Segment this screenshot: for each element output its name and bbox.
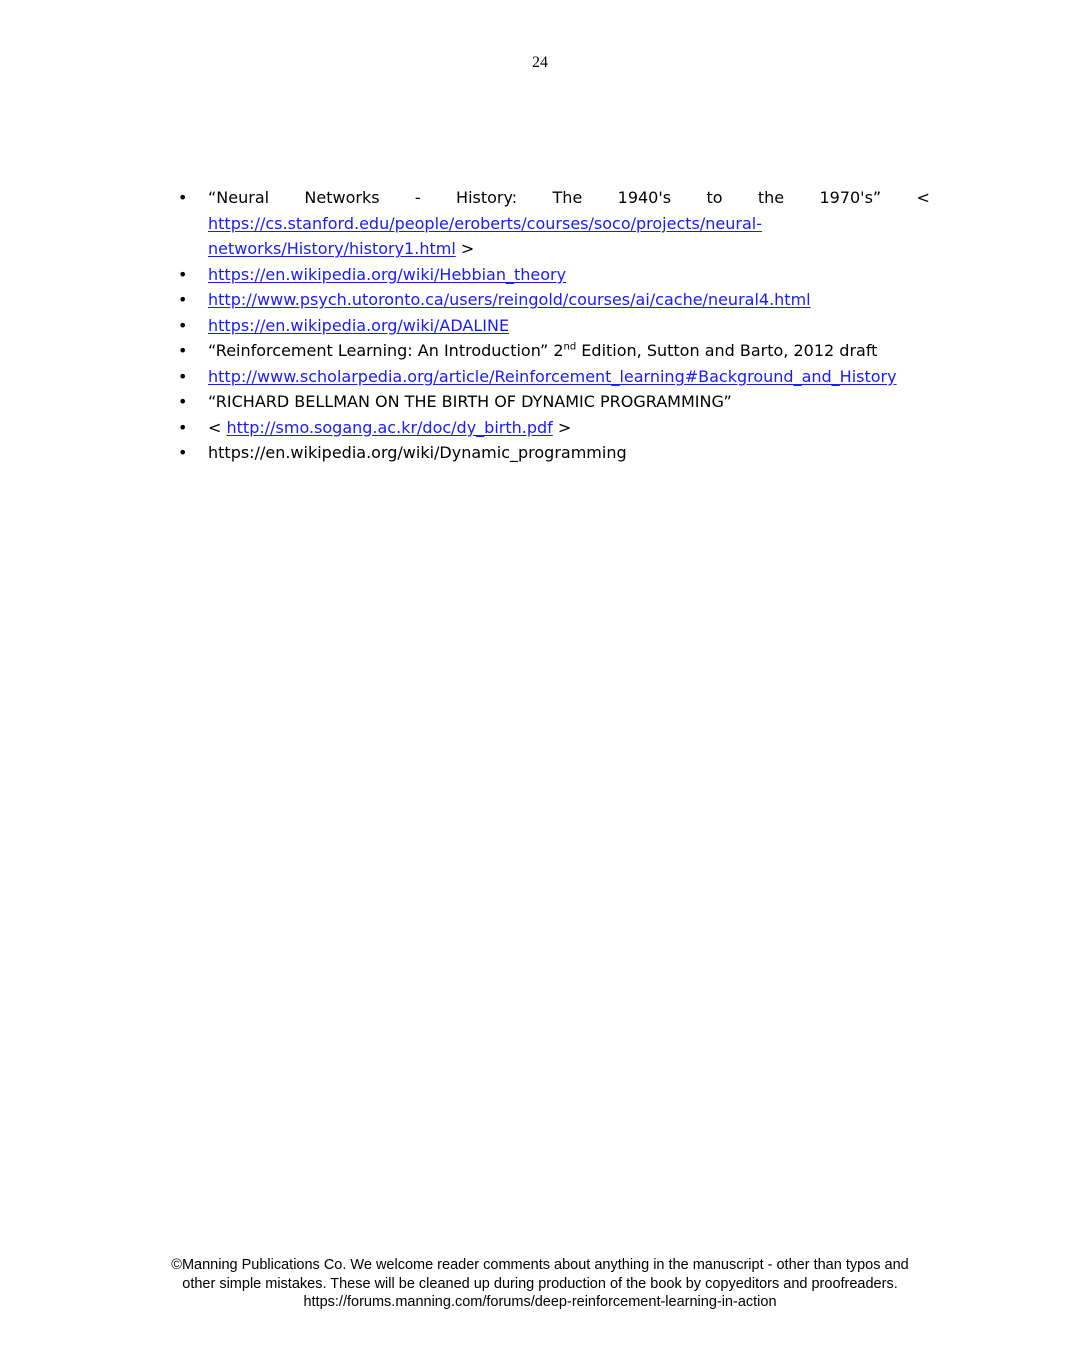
footer-line-2: other simple mistakes. These will be cleaned up during production of the book by copyeditors and proofreaders.	[182, 1275, 898, 1292]
reference-item-neural-networks-history	[178, 185, 930, 262]
reference-list	[178, 185, 930, 466]
copyright-footer	[0, 1256, 1080, 1312]
book-edition-text: Edition, Sutton and Barto, 2012 draft	[576, 341, 878, 360]
reference-item-dynamic-programming	[178, 440, 930, 466]
title-word: “Neural	[208, 188, 270, 207]
link-text-part1: https://cs.stanford.edu/people/eroberts/courses/soco/projects/neural-	[208, 213, 762, 233]
title-word: History:	[456, 188, 518, 207]
utoronto-neural4-link[interactable]: http://www.psych.utoronto.ca/users/reingold/courses/ai/cache/neural4.html	[208, 290, 811, 309]
book-title-text: “Reinforcement Learning: An Introduction” 2	[208, 341, 564, 360]
adaline-link[interactable]: https://en.wikipedia.org/wiki/ADALINE	[208, 315, 510, 335]
title-word: <	[916, 188, 930, 207]
bullet-icon: •	[178, 417, 188, 437]
reference-item-bellman-pdf	[178, 415, 930, 441]
closing-bracket: >	[455, 239, 475, 258]
stanford-history-link[interactable]	[208, 214, 762, 259]
title-word: Networks	[304, 188, 380, 207]
bullet-icon: •	[178, 366, 188, 386]
title-word: to	[706, 188, 723, 207]
dynamic-programming-url-text: https://en.wikipedia.org/wiki/Dynamic_programming	[208, 443, 627, 462]
footer-line-3: https://forums.manning.com/forums/deep-reinforcement-learning-in-action	[303, 1294, 777, 1310]
reference-item-scholarpedia	[178, 364, 930, 390]
hebbian-theory-link[interactable]: https://en.wikipedia.org/wiki/Hebbian_theory	[208, 264, 567, 284]
title-word: the	[757, 188, 785, 207]
bullet-icon: •	[178, 315, 188, 335]
title-word: -	[414, 188, 421, 207]
scholarpedia-link[interactable]: http://www.scholarpedia.org/article/Reinforcement_learning#Background_and_History	[208, 366, 897, 386]
bullet-icon: •	[178, 443, 188, 462]
bellman-title-text: “RICHARD BELLMAN ON THE BIRTH OF DYNAMIC PROGRAMMING”	[208, 392, 732, 411]
reference-item-sutton-barto	[178, 338, 930, 364]
opening-bracket: <	[208, 417, 227, 437]
reference-title-line	[208, 185, 930, 211]
closing-bracket: >	[552, 417, 572, 437]
reference-link-line	[208, 211, 930, 262]
reference-item-hebbian-theory	[178, 262, 930, 288]
page-number: 24	[532, 54, 548, 71]
bullet-icon: •	[178, 264, 188, 284]
footer-line-1: ©Manning Publications Co. We welcome reader comments about anything in the manuscript - other than typos and	[171, 1257, 909, 1273]
bullet-icon: •	[178, 290, 188, 309]
link-text-part2: networks/History/history1.html	[208, 239, 456, 258]
title-word: The	[552, 188, 583, 207]
reference-item-adaline	[178, 313, 930, 339]
reference-item-bellman-title	[178, 389, 930, 415]
bullet-icon: •	[178, 341, 188, 360]
bullet-icon: •	[178, 392, 188, 411]
reference-item-utoronto	[178, 287, 930, 313]
ordinal-superscript: nd	[563, 341, 577, 353]
bullet-icon: •	[178, 188, 188, 207]
title-word: 1940's	[617, 188, 672, 207]
title-word: 1970's”	[819, 188, 882, 207]
dy-birth-pdf-link[interactable]: http://smo.sogang.ac.kr/doc/dy_birth.pdf	[226, 417, 553, 437]
